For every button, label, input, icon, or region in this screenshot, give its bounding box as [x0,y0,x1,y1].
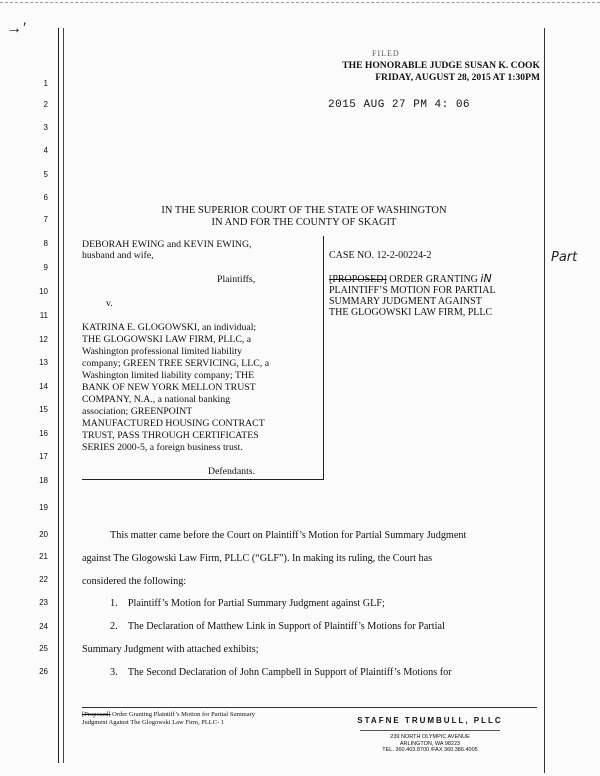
line-number: 6 [43,193,48,202]
line-number: 8 [43,239,48,248]
address-line: ARLINGTON, WA 98223 [399,740,461,747]
body-line: against The Glogowski Law Firm, PLLC (“GLF”). In making its ruling, the Court has [82,553,433,564]
line-number: 17 [39,452,48,461]
body-line: 2. The Declaration of Matthew Link in Support of Plaintiff’s Motions for Partial [110,621,445,632]
line-number: 18 [39,476,48,485]
judge-line: THE HONORABLE JUDGE SUSAN K. COOK [342,60,540,71]
line-number: 24 [39,622,48,631]
line-number: 26 [39,667,48,676]
body-line: 3. The Second Declaration of John Campbell in Support of Plaintiff’s Motions for [110,667,452,678]
footer-caption-line-2: Judgment Against The Glogowski Law Firm, PLLC- 1 [82,719,225,726]
firm-address [330,734,530,754]
caption-line: Defendants. [208,466,256,477]
caption-line: Plaintiffs, [217,274,256,285]
line-number: 16 [39,429,48,438]
line-number: 20 [39,530,48,539]
line-number: 23 [39,598,48,607]
order-title-line: PLAINTIFF’S MOTION FOR PARTIAL [329,285,496,296]
court-title [64,205,544,229]
right-margin-rule [544,28,545,773]
footer-proposed-struck: [Proposed] [82,711,111,718]
caption-line: v. [106,298,113,309]
line-number: 4 [43,146,48,155]
handwritten-part-note: Part [551,250,578,265]
caption-line: BANK OF NEW YORK MELLON TRUST [82,382,256,393]
body-line: Summary Judgment with attached exhibits; [82,644,259,655]
caption-line: husband and wife, [82,250,154,261]
line-number: 25 [39,644,48,653]
line-number: 14 [39,382,48,391]
caption-line: THE GLOGOWSKI LAW FIRM, PLLC, a [82,334,252,345]
line-number: 15 [39,405,48,414]
proposed-struck: [PROPOSED] [329,274,387,285]
caption-line: MANUFACTURED HOUSING CONTRACT [82,418,265,429]
caption-case-info [329,250,544,318]
line-number: 1 [43,79,48,88]
caption-line: TRUST, PASS THROUGH CERTIFICATES [82,430,259,441]
order-title-line: SUMMARY JUDGMENT AGAINST [329,296,482,307]
caption-line: Washington professional limited liability [82,346,243,357]
footer-address-rule [360,730,500,731]
order-title-line: THE GLOGOWSKI LAW FIRM, PLLC [329,307,493,318]
caption-line: KATRINA E. GLOGOWSKI, an individual; [82,322,257,333]
line-number: 11 [39,311,48,320]
hearing-line: FRIDAY, AUGUST 28, 2015 AT 1:30PM [375,72,540,83]
handwritten-in: iN [480,272,492,285]
line-number: 5 [43,170,48,179]
address-line: 239 NORTH OLYMPIC AVENUE [390,734,470,740]
footer-rule [82,707,537,708]
caption-line: association; GREENPOINT [82,406,193,417]
left-margin-rule-inner [63,28,64,763]
line-number: 7 [43,215,48,224]
line-number: 21 [39,552,48,561]
caption-line: SERIES 2000-5, a foreign business trust. [82,442,243,453]
date-stamp: 2015 AUG 27 PM 4: 06 [328,99,471,111]
caption-divider [323,236,324,479]
body-line: considered the following: [82,576,187,587]
caption-line: COMPANY, N.A., a national banking [82,394,231,405]
footer-caption-line-1 [82,711,307,719]
court-line-2: IN AND FOR THE COUNTY OF SKAGIT [211,217,397,228]
line-number: 10 [39,287,48,296]
line-number: 2 [43,100,48,109]
address-line: TEL. 360.403.8700 /FAX 360.386.4005 [382,747,478,754]
line-number: 9 [43,263,48,272]
order-title-line-1 [329,273,544,285]
line-number: 12 [39,335,48,344]
case-number: CASE NO. 12-2-00224-2 [329,250,432,261]
footer-caption [82,711,307,727]
left-margin-rule [58,28,59,763]
handwritten-mark: →′ [6,20,26,37]
order-granting: ORDER GRANTING [386,274,481,285]
caption-bottom-rule [82,479,324,480]
line-number: 22 [39,575,48,584]
filed-stamp: FILED [372,49,400,58]
line-number: 13 [39,358,48,367]
top-edge-line [0,2,600,3]
footer-caption-rest: Order Granting Plaintiff’s Motion for Partial Summary [110,711,256,718]
caption-line: company; GREEN TREE SERVICING, LLC, a [82,358,270,369]
caption-line: Washington limited liability company; THE [82,370,255,381]
line-number: 19 [39,503,48,512]
court-line-1: IN THE SUPERIOR COURT OF THE STATE OF WASHINGTON [161,205,447,216]
firm-name: STAFNE TRUMBULL, PLLC [357,716,503,725]
caption-line: DEBORAH EWING and KEVIN EWING, [82,239,252,250]
judge-header [280,60,540,84]
line-number: 3 [43,123,48,132]
body-line: This matter came before the Court on Plaintiff’s Motion for Partial Summary Judgment [110,530,467,541]
body-line: 1. Plaintiff’s Motion for Partial Summary Judgment against GLF; [110,598,385,609]
